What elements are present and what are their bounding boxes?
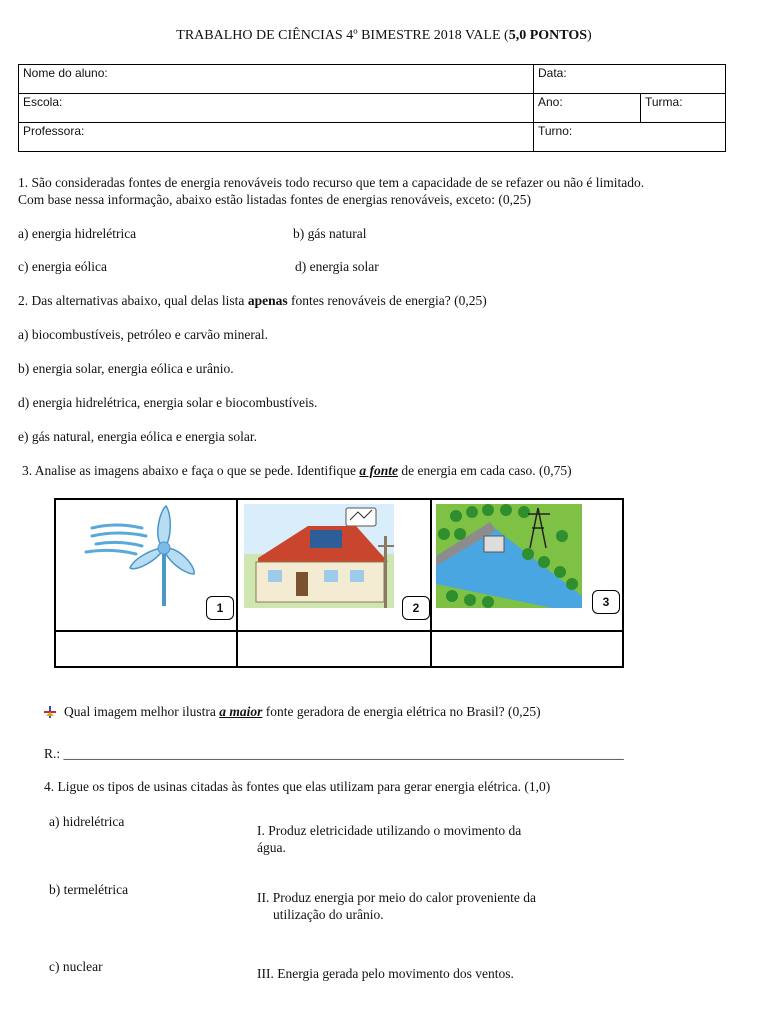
q4-right-item-2-line1: II. Produz energia por meio do calor proveniente da [257,890,537,905]
q2-option-d: d) energia hidrelétrica, energia solar e biocombustíveis. [18,395,318,410]
q3-stem: 3. Analise as imagens abaixo e faça o que se pede. Identifique a fonte de energia em cada caso. (0,75) [22,463,572,478]
energy-images-table [54,498,624,668]
q1-text-line1: 1. São consideradas fontes de energia renováveis todo recurso que tem a capacidade de se refazer ou não é limitado. [18,175,645,190]
q4-right-item-1-line2: água. [257,840,286,855]
q4-right-item-1-line1: I. Produz eletricidade utilizando o movimento da [257,823,522,838]
bullet-question: Qual imagem melhor ilustra a maior fonte geradora de energia elétrica no Brasil? (0,25) [64,704,541,719]
image-badge-1: 1 [206,596,234,620]
q1-option-d: d) energia solar [295,259,379,274]
answer-cell-1[interactable] [55,631,237,667]
student-info-table [18,64,726,152]
image-cell-1 [55,499,237,631]
q4-left-item-b: b) termelétrica [49,882,129,897]
q2-stem: 2. Das alternativas abaixo, qual delas lista apenas fontes renováveis de energia? (0,25) [18,293,487,308]
q4-left-item-c: c) nuclear [49,959,103,974]
answer-line[interactable]: R.: ___________________________________________________________________________________ [44,746,624,761]
class-field[interactable]: Turma: [641,94,726,123]
answer-cell-2[interactable] [237,631,431,667]
q2-option-a: a) biocombustíveis, petróleo e carvão mineral. [18,327,269,342]
q2-option-b: b) energia solar, energia eólica e urânio. [18,361,234,376]
q4-right-item-3: III. Energia gerada pelo movimento dos ventos. [257,966,514,981]
image-badge-3: 3 [592,590,620,614]
q2-option-e: e) gás natural, energia eólica e energia solar. [18,429,258,444]
image-cell-2 [237,499,431,631]
teacher-field[interactable]: Professora: [19,123,534,152]
image-cell-3 [431,499,623,631]
image-badge-2: 2 [402,596,430,620]
date-field[interactable]: Data: [534,65,726,94]
shift-field[interactable]: Turno: [534,123,726,152]
q1-option-a: a) energia hidrelétrica [18,226,137,241]
school-field[interactable]: Escola: [19,94,534,123]
q1-option-c: c) energia eólica [18,259,107,274]
q1-option-b: b) gás natural [293,226,367,241]
q1-text-line2: Com base nessa informação, abaixo estão listadas fontes de energias renováveis, exceto: (0,25) [18,192,531,207]
year-field[interactable]: Ano: [534,94,641,123]
bullet-arrow-icon [44,706,56,718]
page-title: TRABALHO DE CIÊNCIAS 4º BIMESTRE 2018 VALE (5,0 PONTOS) [176,28,592,43]
q4-left-item-a: a) hidrelétrica [49,814,125,829]
answer-cell-3[interactable] [431,631,623,667]
student-name-field[interactable]: Nome do aluno: [19,65,534,94]
q4-right-item-2-line2: utilização do urânio. [273,907,384,922]
q4-stem: 4. Ligue os tipos de usinas citadas às fontes que elas utilizam para gerar energia elétrica. (1,0) [44,779,551,794]
